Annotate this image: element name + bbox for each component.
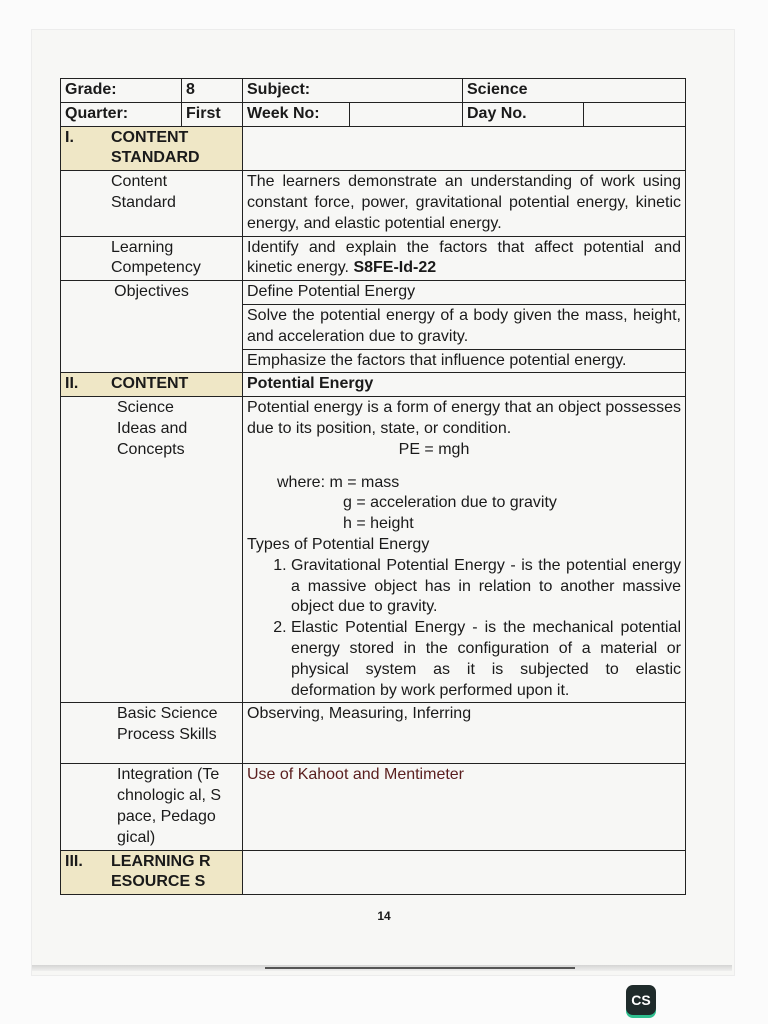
row-label: Content Standard xyxy=(61,171,243,236)
objectives-label: Objectives xyxy=(61,281,243,373)
quarter-label: Quarter: xyxy=(61,102,182,126)
where-height: h = height xyxy=(343,515,414,533)
competency-code: S8FE-Id-22 xyxy=(353,259,437,277)
section-learning-resources xyxy=(61,850,686,895)
grade-label: Grade: xyxy=(61,79,182,103)
section-num: III. xyxy=(65,852,83,870)
grade-value: 8 xyxy=(182,79,243,103)
day-value xyxy=(584,102,686,126)
pe-formula: PE = mgh xyxy=(398,440,470,458)
learning-competency-text: Identify and explain the factors that affect potential and kinetic energy. xyxy=(247,238,681,277)
subject-value: Science xyxy=(463,79,686,103)
row-label: Science Ideas and Concepts xyxy=(117,399,188,458)
day-label: Day No. xyxy=(463,102,584,126)
where-gravity: g = acceleration due to gravity xyxy=(343,494,557,512)
row-objective-1 xyxy=(61,281,686,305)
page-number: 14 xyxy=(377,909,391,923)
section-title: CONTENT xyxy=(111,375,189,393)
section-content-standard xyxy=(61,126,686,171)
week-label: Week No: xyxy=(243,102,350,126)
quarter-value: First xyxy=(182,102,243,126)
content-topic: Potential Energy xyxy=(243,373,686,397)
page-bottom-line xyxy=(265,967,575,969)
header-row-1 xyxy=(61,79,686,103)
where-mass: where: m = mass xyxy=(277,473,400,491)
content-standard-text: The learners demonstrate an understanding of work using constant force, power, gravitational potential energy, kinetic energy, and elastic potential energy. xyxy=(243,171,686,236)
objective-item: Emphasize the factors that influence potential energy. xyxy=(243,349,686,373)
camscanner-logo-icon: CS xyxy=(626,985,656,1015)
section-num: II. xyxy=(65,375,79,393)
row-label: Basic Science Process Skills xyxy=(117,705,218,744)
subject-label: Subject: xyxy=(243,79,463,103)
week-value xyxy=(350,102,463,126)
types-list xyxy=(247,556,681,702)
objective-item: Solve the potential energy of a body given the mass, height, and acceleration due to gravity. xyxy=(243,304,686,349)
pe-definition: Potential energy is a form of energy that an object possesses due to its position, state, or condition. xyxy=(247,399,681,437)
section-title: CONTENT STANDARD xyxy=(111,128,200,167)
lesson-plan-table xyxy=(60,78,686,895)
section-title: LEARNING RESOURCE S xyxy=(111,852,211,891)
row-science-ideas xyxy=(61,397,686,703)
process-skills-text: Observing, Measuring, Inferring xyxy=(243,703,686,764)
objective-item: Define Potential Energy xyxy=(243,281,686,305)
row-label: Learning Competency xyxy=(111,238,201,277)
types-heading: Types of Potential Energy xyxy=(247,535,430,553)
row-learning-competency xyxy=(61,236,686,281)
integration-text: Use of Kahoot and Mentimeter xyxy=(243,764,686,850)
row-content-standard xyxy=(61,171,686,236)
row-process-skills xyxy=(61,703,686,764)
row-label: Integration (Technologic al, Space, Pedagogical) xyxy=(117,766,222,846)
list-item: 2. Elastic Potential Energy - is the mechanical potential energy stored in the configuration of a material or physical system as it is subjected to elastic deformation by work performed upon it. xyxy=(291,618,681,701)
header-row-2 xyxy=(61,102,686,126)
section-num: I. xyxy=(65,128,74,146)
list-item: 1. Gravitational Potential Energy - is the potential energy a massive object has in relation to another massive object due to gravity. xyxy=(291,556,681,618)
section-content xyxy=(61,373,686,397)
row-integration xyxy=(61,764,686,850)
